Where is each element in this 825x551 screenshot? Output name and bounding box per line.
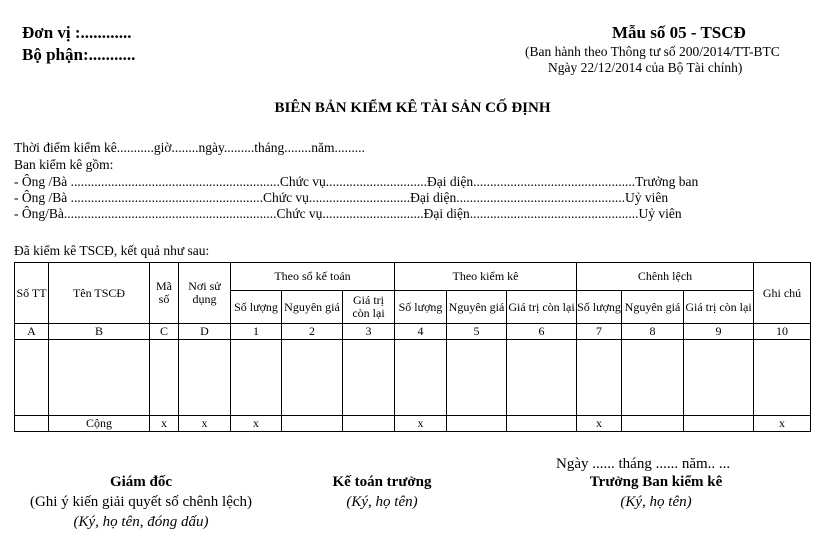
issued-line-1: (Ban hành theo Thông tư số 200/2014/TT-BTC [525, 44, 780, 59]
member-line-1: - Ông /Bà ..............................................................Chức vụ..............................Đại diện................................................Trưởng ban [14, 174, 699, 189]
header-code: Mã số [150, 263, 179, 324]
header-per-count: Theo kiểm kê [395, 263, 577, 291]
data-cell[interactable] [507, 340, 577, 416]
x-mark: x [754, 416, 811, 432]
column-code: C [150, 324, 179, 340]
inventory-table [14, 262, 811, 432]
column-code-row [15, 324, 811, 340]
data-entry-row [15, 340, 811, 416]
column-code: B [49, 324, 150, 340]
x-mark: x [395, 416, 447, 432]
issued-line-2: Ngày 22/12/2014 của Bộ Tài chính) [548, 60, 743, 75]
x-mark: x [577, 416, 622, 432]
data-cell[interactable] [684, 340, 754, 416]
inventory-time-line: Thời điểm kiểm kê...........giờ........ngày.........tháng........năm......... [14, 140, 365, 155]
data-cell[interactable] [622, 340, 684, 416]
column-code: 4 [395, 324, 447, 340]
column-code: 1 [231, 324, 282, 340]
data-cell[interactable] [49, 340, 150, 416]
data-cell[interactable] [395, 340, 447, 416]
subheader-remaining-value: Giá trị còn lại [507, 291, 577, 324]
chief-accountant-title: Kế toán trưởng [332, 474, 432, 490]
data-cell[interactable] [447, 340, 507, 416]
total-cell [447, 416, 507, 432]
header-place-of-use: Nơi sử dụng [179, 263, 231, 324]
header-stt: Số TT [15, 263, 49, 324]
column-code: 9 [684, 324, 754, 340]
header-difference: Chênh lệch [577, 263, 754, 291]
subheader-quantity: Số lượng [395, 291, 447, 324]
subheader-quantity: Số lượng [231, 291, 282, 324]
total-cell [343, 416, 395, 432]
department-label: Bộ phận:........... [22, 45, 136, 64]
total-cell [684, 416, 754, 432]
x-mark: x [150, 416, 179, 432]
total-label: Cộng [49, 416, 150, 432]
committee-label: Ban kiểm kê gồm: [14, 157, 114, 172]
column-code: D [179, 324, 231, 340]
subheader-original-cost: Nguyên giá [282, 291, 343, 324]
header-note: Ghi chú [754, 263, 811, 324]
total-row [15, 416, 811, 432]
column-code: 6 [507, 324, 577, 340]
data-cell[interactable] [754, 340, 811, 416]
committee-head-signature: (Ký, họ tên) [620, 494, 692, 510]
column-code: 5 [447, 324, 507, 340]
result-label: Đã kiểm kê TSCĐ, kết quả như sau: [14, 243, 210, 258]
data-cell[interactable] [577, 340, 622, 416]
data-cell[interactable] [282, 340, 343, 416]
committee-head-title: Trưởng Ban kiểm kê [589, 474, 723, 490]
x-mark: x [179, 416, 231, 432]
director-note: (Ghi ý kiến giải quyết số chênh lệch) [29, 494, 253, 510]
subheader-remaining-value: Giá trị còn lại [684, 291, 754, 324]
subheader-quantity: Số lượng [577, 291, 622, 324]
total-cell [507, 416, 577, 432]
column-code: 3 [343, 324, 395, 340]
column-code: 8 [622, 324, 684, 340]
subheader-original-cost: Nguyên giá [622, 291, 684, 324]
director-signature: (Ký, họ tên, đóng dấu) [73, 514, 209, 530]
date-line: Ngày ...... tháng ...... năm.. ... [556, 456, 731, 472]
form-number: Mẫu số 05 - TSCĐ [612, 23, 746, 42]
header-asset-name: Tên TSCĐ [49, 263, 150, 324]
total-cell [622, 416, 684, 432]
column-code: 2 [282, 324, 343, 340]
column-code: 7 [577, 324, 622, 340]
header-per-books: Theo sổ kế toán [231, 263, 395, 291]
total-cell [15, 416, 49, 432]
director-title: Giám đốc [109, 474, 173, 490]
member-line-3: - Ông/Bà...............................................................Chức vụ..............................Đại diện..................................................Uỷ viên [14, 206, 682, 221]
member-line-2: - Ông /Bà .........................................................Chức vụ..............................Đại diện..................................................Uỷ viên [14, 190, 669, 205]
subheader-remaining-value: Giá trị còn lại [343, 291, 395, 324]
chief-accountant-signature: (Ký, họ tên) [346, 494, 418, 510]
column-code: A [15, 324, 49, 340]
total-cell [282, 416, 343, 432]
subheader-original-cost: Nguyên giá [447, 291, 507, 324]
data-cell[interactable] [343, 340, 395, 416]
data-cell[interactable] [15, 340, 49, 416]
x-mark: x [231, 416, 282, 432]
data-cell[interactable] [150, 340, 179, 416]
document-title: BIÊN BẢN KIỂM KÊ TÀI SẢN CỐ ĐỊNH [274, 100, 551, 116]
data-cell[interactable] [231, 340, 282, 416]
unit-label: Đơn vị :............ [22, 23, 132, 42]
column-code: 10 [754, 324, 811, 340]
data-cell[interactable] [179, 340, 231, 416]
